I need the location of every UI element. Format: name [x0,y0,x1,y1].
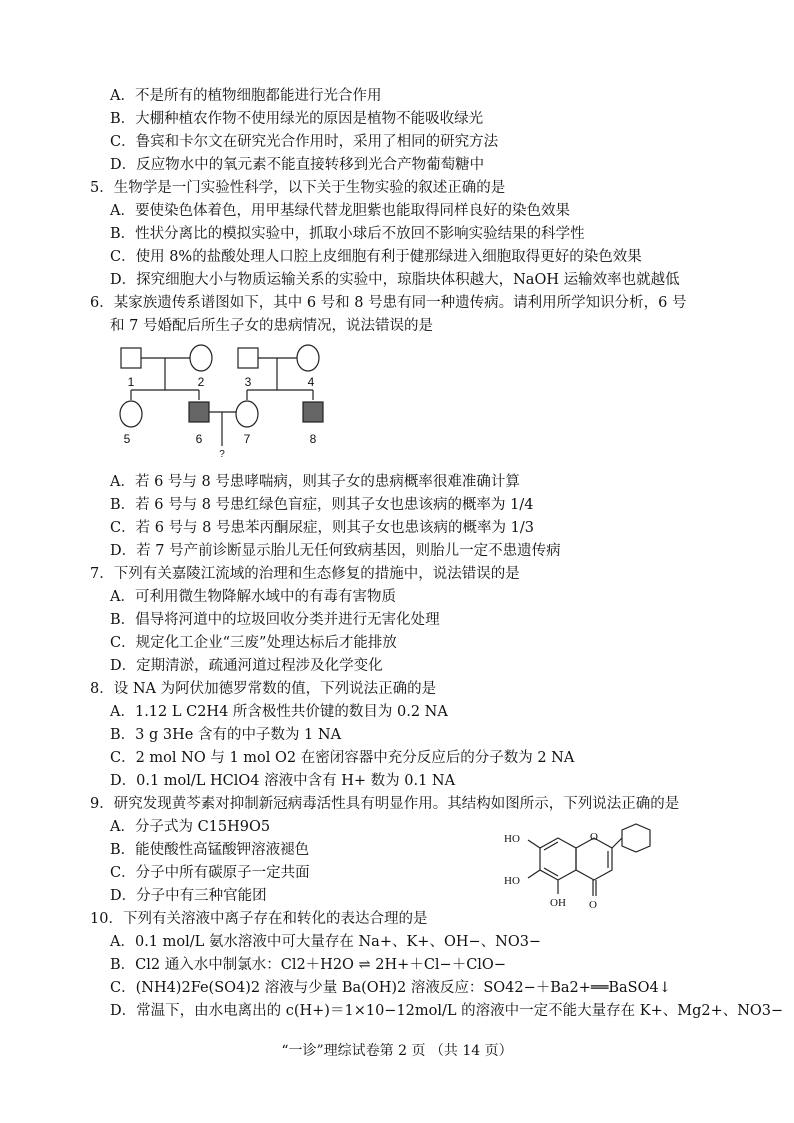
q8-option-d: D．0.1 mol/L HClO4 溶液中含有 H+ 数为 0.1 NA [110,773,456,789]
pedigree-label-5: 5 [123,432,131,446]
q6-option-a: A．若 6 号与 8 号患哮喘病，则其子女的患病概率很难准确计算 [110,474,520,490]
pedigree-label-6: 6 [195,432,203,446]
structure-label-ho-bottom: HO [504,875,520,887]
q7-option-a: A．可利用微生物降解水域中的有毒有害物质 [110,589,396,605]
q8-stem: 8．设 NA 为阿伏加德罗常数的值，下列说法正确的是 [90,681,437,697]
pedigree-male-3 [238,348,258,368]
q5-option-a: A．要使染色体着色，用甲基绿代替龙胆紫也能取得同样良好的染色效果 [110,203,570,219]
pedigree-label-4: 4 [307,375,315,389]
pedigree-female-5 [120,401,142,427]
q7-option-d: D．定期清淤，疏通河道过程涉及化学变化 [110,658,383,674]
pedigree-label-unknown: ? [219,449,225,460]
q4-option-b: B．大棚种植农作物不使用绿光的原因是植物不能吸收绿光 [110,111,484,127]
q6-stem-line1: 6．某家族遗传系谱图如下，其中 6 号和 8 号患有同一种遗传病。请利用所学知识分析，6 号 [90,295,687,311]
q7-option-c: C．规定化工企业“三废”处理达标后才能排放 [110,635,397,651]
q7-option-b: B．倡导将河道中的垃圾回收分类并进行无害化处理 [110,612,440,628]
pedigree-male-1 [121,348,141,368]
baicalein-structure [500,818,660,918]
pedigree-chart [115,340,345,460]
pedigree-female-7 [236,401,258,427]
structure-label-carbonyl-o: O [589,899,597,911]
q6-option-c: C．若 6 号与 8 号患苯丙酮尿症，则其子女也患该病的概率为 1/3 [110,520,534,536]
q8-option-a: A．1.12 L C2H4 所含极性共价键的数目为 0.2 NA [110,704,448,720]
q4-option-a: A．不是所有的植物细胞都能进行光合作用 [110,88,382,104]
q8-option-c: C．2 mol NO 与 1 mol O2 在密闭容器中充分反应后的分子数为 2 NA [110,750,575,766]
pedigree-label-8: 8 [309,432,317,446]
q7-stem: 7．下列有关嘉陵江流域的治理和生态修复的措施中，说法错误的是 [90,566,520,582]
pedigree-label-7: 7 [243,432,251,446]
q10-option-a: A．0.1 mol/L 氨水溶液中可大量存在 Na+、K+、OH−、NO3− [110,934,542,950]
pedigree-female-4 [297,345,319,371]
pedigree-label-2: 2 [197,375,205,389]
q10-option-c: C．(NH4)2Fe(SO4)2 溶液与少量 Ba(OH)2 溶液反应：SO42−＋Ba2+══BaSO4↓ [110,980,671,996]
q10-option-d: D．常温下，由水电离出的 c(H+)＝1×10−12mol/L 的溶液中一定不能大量存在 K+、Mg2+、NO3− [110,1003,784,1019]
structure-label-ring-o: O [590,831,598,843]
q10-option-b: B．Cl2 通入水中制氯水：Cl2＋H2O ⇌ 2H+＋Cl−＋ClO− [110,957,506,973]
structure-label-oh: OH [550,897,566,909]
q4-option-d: D．反应物水中的氧元素不能直接转移到光合产物葡萄糖中 [110,157,485,173]
q9-option-a: A．分子式为 C15H9O5 [110,819,271,835]
q9-stem: 9．研究发现黄芩素对抑制新冠病毒活性具有明显作用。其结构如图所示，下列说法正确的是 [90,796,680,812]
q6-option-d: D．若 7 号产前诊断显示胎儿无任何致病基因，则胎儿一定不患遗传病 [110,543,561,559]
q6-stem-line2: 和 7 号婚配后所生子女的患病情况，说法错误的是 [110,318,433,334]
q10-stem: 10．下列有关溶液中离子存在和转化的表达合理的是 [90,911,428,927]
pedigree-female-2 [190,345,212,371]
q8-option-b: B．3 g 3He 含有的中子数为 1 NA [110,727,342,743]
page-footer: “一诊”理综试卷第 2 页 （共 14 页） [281,1043,513,1059]
q5-option-c: C．使用 8%的盐酸处理人口腔上皮细胞有利于健那绿进入细胞取得更好的染色效果 [110,249,642,265]
pedigree-label-1: 1 [127,375,135,389]
pedigree-male-8-affected [303,402,323,422]
pedigree-male-6-affected [189,402,209,422]
q5-option-d: D．探究细胞大小与物质运输关系的实验中，琼脂块体积越大，NaOH 运输效率也就越低 [110,272,680,288]
q5-option-b: B．性状分离比的模拟实验中，抓取小球后不放回不影响实验结果的科学性 [110,226,585,242]
q4-option-c: C．鲁宾和卡尔文在研究光合作用时，采用了相同的研究方法 [110,134,499,150]
q9-option-d: D．分子中有三种官能团 [110,888,267,904]
q9-option-c: C．分子中所有碳原子一定共面 [110,865,310,881]
q9-option-b: B．能使酸性高锰酸钾溶液褪色 [110,842,310,858]
structure-label-ho-top: HO [504,833,520,845]
pedigree-label-3: 3 [244,375,252,389]
q5-stem: 5．生物学是一门实验性科学，以下关于生物实验的叙述正确的是 [90,180,506,196]
q6-option-b: B．若 6 号与 8 号患红绿色盲症，则其子女也患该病的概率为 1/4 [110,497,534,513]
